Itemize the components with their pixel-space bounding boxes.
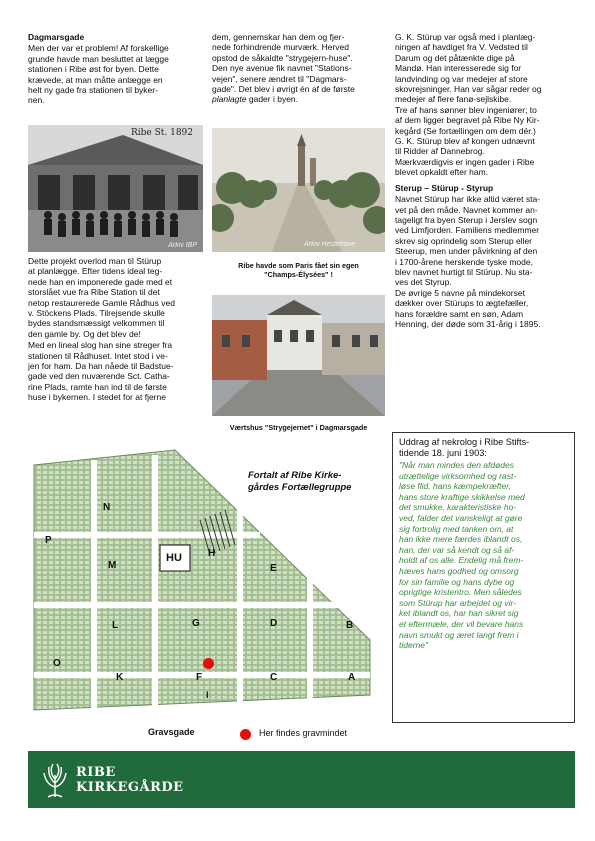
map-section-label: A: [348, 672, 356, 683]
station-sign: Ribe St. 1892: [130, 128, 193, 138]
photo-caption: Værtshus "Strygejernet" i Dagmarsgade: [229, 423, 368, 432]
map-section-label: E: [270, 563, 277, 574]
avenue-photo-graphic: [212, 128, 385, 252]
footer-logo-text: [76, 765, 184, 795]
map-section-label: F: [196, 672, 203, 683]
map-section-label: P: [45, 535, 52, 546]
photo-strygejernet: [212, 295, 385, 416]
section-heading-dagmarsgade: Dagmarsgade: [28, 32, 85, 42]
map-section-label: O: [53, 658, 61, 669]
paragraph: Navnet Stürup har ikke altid været sta- vet på den måde. Navnet kommer an- tageligt fra byen Sterup i Jerslev sogn ved Limfjorden. Familiens medlemmer skrev sig oprindelig som Sterup eller Steerup, men under påvirkning af den i 1700-årene herskende tyske mode, blev navnet hurtigt til Stürup. Nu sta- ves det Styrup. De øvrige 5 navne på mindekorset dækker over Stürups to ægtefæller, hans forældre samt en søn, Adam Henning, der døde som 31-årig i 1895.: [395, 194, 541, 329]
obituary-box: [392, 432, 575, 723]
strygejernet-photo-graphic: [212, 295, 385, 416]
photo-credit: Arkiv Hestehave: [304, 241, 355, 248]
obituary-quote: "Når man mindes den afdødes utrættelige virksomhed og rast- løse flid, hans kæmpekræfter, hans store kraftige skikkelse med det smukke, karakteristiske ho- ved, falder det vanskeligt at gøre sig fortrolig med tanken om, at han ikke mere færdes iblandt os, han, der var så kendt og så af- holdt af os alle. Endelig må frem- hæves hans godhed og omsorg for sin familie og hans dybe og oprigtige kristentro. Men således som Stürup har arbejdet og vir- ket iblandt os, har han sikret sig et eftermæle, der vil bevare hans navn smukt og æret langt frem i tiderne": [399, 460, 525, 651]
map-section-label-hu: HU: [166, 552, 182, 564]
column-1: [28, 32, 206, 107]
column-2: [212, 32, 388, 106]
logo-line-1: RIBE: [76, 765, 116, 780]
photo-credit: Arkiv IBP: [168, 242, 197, 249]
tree-icon: [40, 761, 70, 799]
photo-ribe-station: [28, 125, 203, 252]
column-1-continued: [28, 256, 206, 404]
map-section-label: B: [346, 620, 354, 631]
paragraph: Med en lineal slog han sine streger fra stationen til Rådhuset. Intet stod i ve- jen for ham. Da han nåede til Badstue- gade ved den nuværende Sct. Catha- rine Plads, ramte han ind til de første huse i bykernen. I stedet for at fjerne: [28, 340, 174, 403]
map-section-label: D: [270, 618, 278, 629]
legend-text: Her findes gravmindet: [259, 728, 348, 738]
section-heading-sterup: Sterup – Stürup - Styrup: [395, 182, 494, 193]
map-section-label: H: [208, 548, 216, 559]
paragraph: [212, 32, 388, 105]
paragraph-end: gader i byen.: [246, 94, 299, 105]
street-label: Gravsgade: [148, 727, 195, 737]
map-section-label: N: [103, 502, 111, 513]
station-photo-graphic: [28, 125, 203, 252]
map-section-label: G: [192, 618, 200, 629]
cemetery-map: [30, 440, 374, 723]
map-section-label: C: [270, 672, 278, 683]
map-title: Fortalt af Ribe Kirke- gårdes Fortællegruppe: [248, 470, 352, 493]
paragraph-text: dem, gennemskar han dem og fjer- nede forhindrende murværk. Herved opstod de såkaldte "strygejern-huse". Den nye avenue fik navnet "Stations- vejen", senere ændret til "Dagmars- gade". Det blev i øvrigt én af de første: [212, 32, 355, 95]
map-section-label: L: [112, 620, 119, 631]
map-section-label: M: [108, 560, 117, 571]
obituary-intro: Uddrag af nekrolog i Ribe Stifts- tidende 18. juni 1903:: [399, 437, 530, 458]
grave-marker: [203, 658, 214, 669]
column-3: [395, 32, 577, 330]
paragraph: G. K. Stürup var også med i planlæg- ningen af havdiget fra V. Vedsted til Darum og det påtænkte dige på Mandø. Han interesserede sig for landvinding og var medejer af store skovrejsninger. Han var sågar reder og medejer af flere fanø-sejlskibe. Tre af hans sønner blev ingeniører; to af dem ligger begravet på Ribe Ny Kir- kegård (Se fortællingen om dem dér.) G. K. Stürup blev af kongen udnævnt til Ridder af Dannebrog. Mærkværdigvis er ingen gader i Ribe blevet opkaldt efter ham.: [395, 32, 542, 178]
paragraph: Dette projekt overlod man til Stürup at planlægge. Efter tidens ideal teg- nede han en imponerede gade med et storslået vue fra Ribe Station til det netop restaurerede Gamle Rådhus ved v. Stöckens Plads. Tilrejsende skulle bydes standsmæssigt velkommen til den gamle by. Og det blev de!: [28, 256, 175, 339]
paragraph: Men der var et problem! Af forskellige grunde havde man besluttet at lægge stationen i Ribe øst for byen. Dette krævede, at man måtte anlægge en helt ny gade fra stationen til byker- nen.: [28, 43, 169, 106]
emphasis-text: planlagte: [212, 94, 247, 105]
logo-line-2: KIRKEGÅRDE: [76, 780, 184, 795]
photo-avenue: [212, 128, 385, 252]
map-section-label: I: [206, 690, 209, 700]
footer-banner: [28, 751, 575, 808]
photo-caption: Ribe havde som Paris fået sin egen "Champs-Élysées" !: [238, 261, 359, 279]
map-section-label: K: [116, 672, 124, 683]
legend-marker: [240, 729, 251, 740]
